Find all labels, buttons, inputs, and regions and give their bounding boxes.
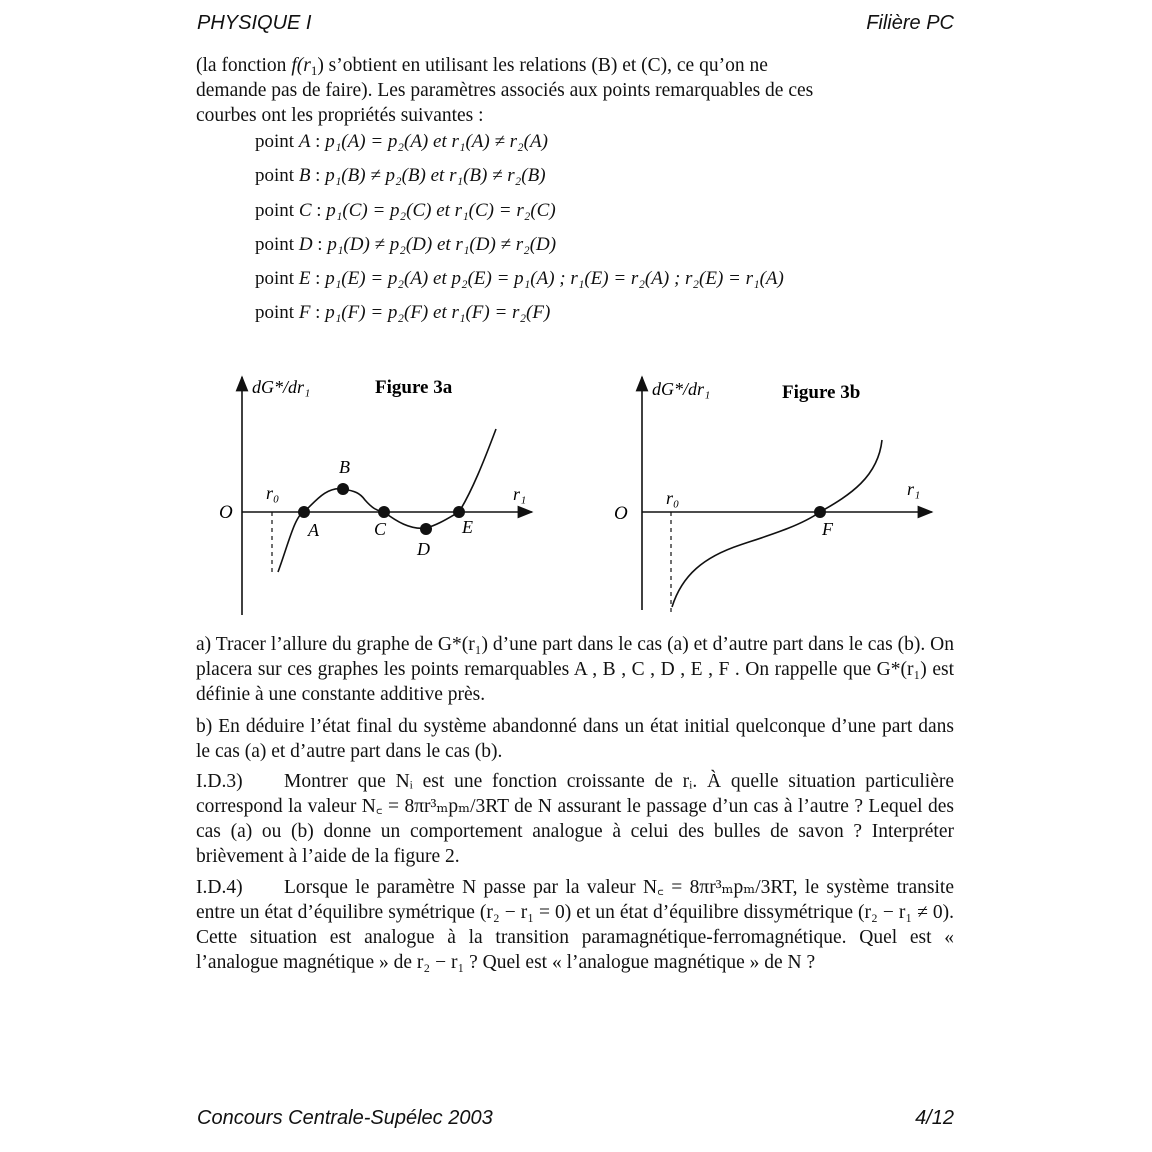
question-id3 — [196, 769, 954, 869]
intro-line-3: courbes ont les propriétés suivantes : — [196, 105, 484, 126]
question-id4 — [196, 875, 954, 975]
point-row-f: point F : p₁(F) = p₂(F) et r₁(F) = r₂(F) — [255, 302, 551, 323]
point-d — [420, 523, 432, 535]
header-left: PHYSIQUE I — [197, 12, 312, 34]
footer-left: Concours Centrale-Supélec 2003 — [197, 1107, 493, 1129]
fig3a-origin: O — [219, 502, 233, 523]
footer-page-number: 4/12 — [915, 1107, 954, 1129]
fig3b-origin: O — [614, 503, 628, 524]
question-id4-text: Lorsque le paramètre N passe par la valeur N꜀ = 8πr³ₘpₘ/3RT, le système transite entre un état d’équilibre symétrique (r₂ − r₁ = 0) et un état d’équilibre dissymétrique (r₂ − r₁ ≠ 0). Cette situation est analogue à la transition paramagnétique-ferromagnétique. Quel est « l’analogue magnétique » de r₂ − r₁ ? Quel est « l’analogue magnétique » de N ? — [196, 877, 954, 973]
fig3a-xlabel: r₁ — [513, 484, 527, 504]
fig3b-title: Figure 3b — [782, 382, 861, 403]
point-b-label: B — [339, 457, 350, 477]
point-c-label: C — [374, 519, 387, 539]
point-f — [814, 506, 826, 518]
point-b — [337, 483, 349, 495]
point-c — [378, 506, 390, 518]
fig3b-curve — [672, 440, 882, 607]
point-row-b: point B : p₁(B) ≠ p₂(B) et r₁(B) ≠ r₂(B) — [255, 165, 546, 186]
fig3a-title: Figure 3a — [375, 377, 453, 398]
point-row-a: point A : p₁(A) = p₂(A) et r₁(A) ≠ r₂(A) — [255, 131, 548, 152]
fig3a-ylabel: dG*/dr₁ — [252, 377, 311, 397]
fig3a-r0: r₀ — [266, 483, 280, 503]
point-a — [298, 506, 310, 518]
figure-3b — [600, 365, 950, 625]
header-right: Filière PC — [866, 12, 954, 34]
question-id3-number: I.D.3) — [196, 771, 243, 792]
question-id4-number: I.D.4) — [196, 877, 243, 898]
intro-line-1: (la fonction $f(r_1)$ s’obtient en utilisant les relations (B) et (C), ce qu’on ne — [196, 55, 768, 78]
question-b: b) En déduire l’état final du système abandonné dans un état initial quelconque d’une part dans le cas (a) et d’autre part dans le cas (b). — [196, 716, 954, 762]
fig3b-xlabel: r₁ — [907, 479, 921, 499]
intro-paragraph — [196, 53, 954, 128]
figure-3a — [200, 365, 550, 625]
question-id3-text: Montrer que Nᵢ est une fonction croissante de rᵢ. À quelle situation particulière correspond la valeur N꜀ = 8πr³ₘpₘ/3RT de N assurant le passage d’un cas à l’autre ? Lequel des cas (a) ou (b) donne un comportement analogue à celui des bulles de savon ? Interpréter brièvement à l’aide de la figure 2. — [196, 771, 954, 867]
point-a-label: A — [308, 520, 319, 540]
point-d-label: D — [417, 539, 430, 559]
point-row-e: point E : p₁(E) = p₂(A) et p₂(E) = p₁(A) ; r₁(E) = r₂(A) ; r₂(E) = r₁(A) — [255, 268, 784, 289]
intro-line-2: demande pas de faire). Les paramètres associés aux points remarquables de ces — [196, 80, 814, 101]
fig3a-curve — [278, 429, 496, 572]
fig3b-r0: r₀ — [666, 488, 680, 508]
fig3b-ylabel: dG*/dr₁ — [652, 379, 711, 399]
point-row-c: point C : p₁(C) = p₂(C) et r₁(C) = r₂(C) — [255, 200, 556, 221]
question-a: a) Tracer l’allure du graphe de G*(r₁) d’une part dans le cas (a) et d’autre part dans le cas (b). On placera sur ces graphes les points remarquables A , B , C , D , E , F . On rappelle que G*(r₁) est définie à une constante additive près. — [196, 634, 954, 705]
point-f-label: F — [822, 519, 833, 539]
point-e-label: E — [462, 517, 473, 537]
point-row-d: point D : p₁(D) ≠ p₂(D) et r₁(D) ≠ r₂(D) — [255, 234, 557, 255]
